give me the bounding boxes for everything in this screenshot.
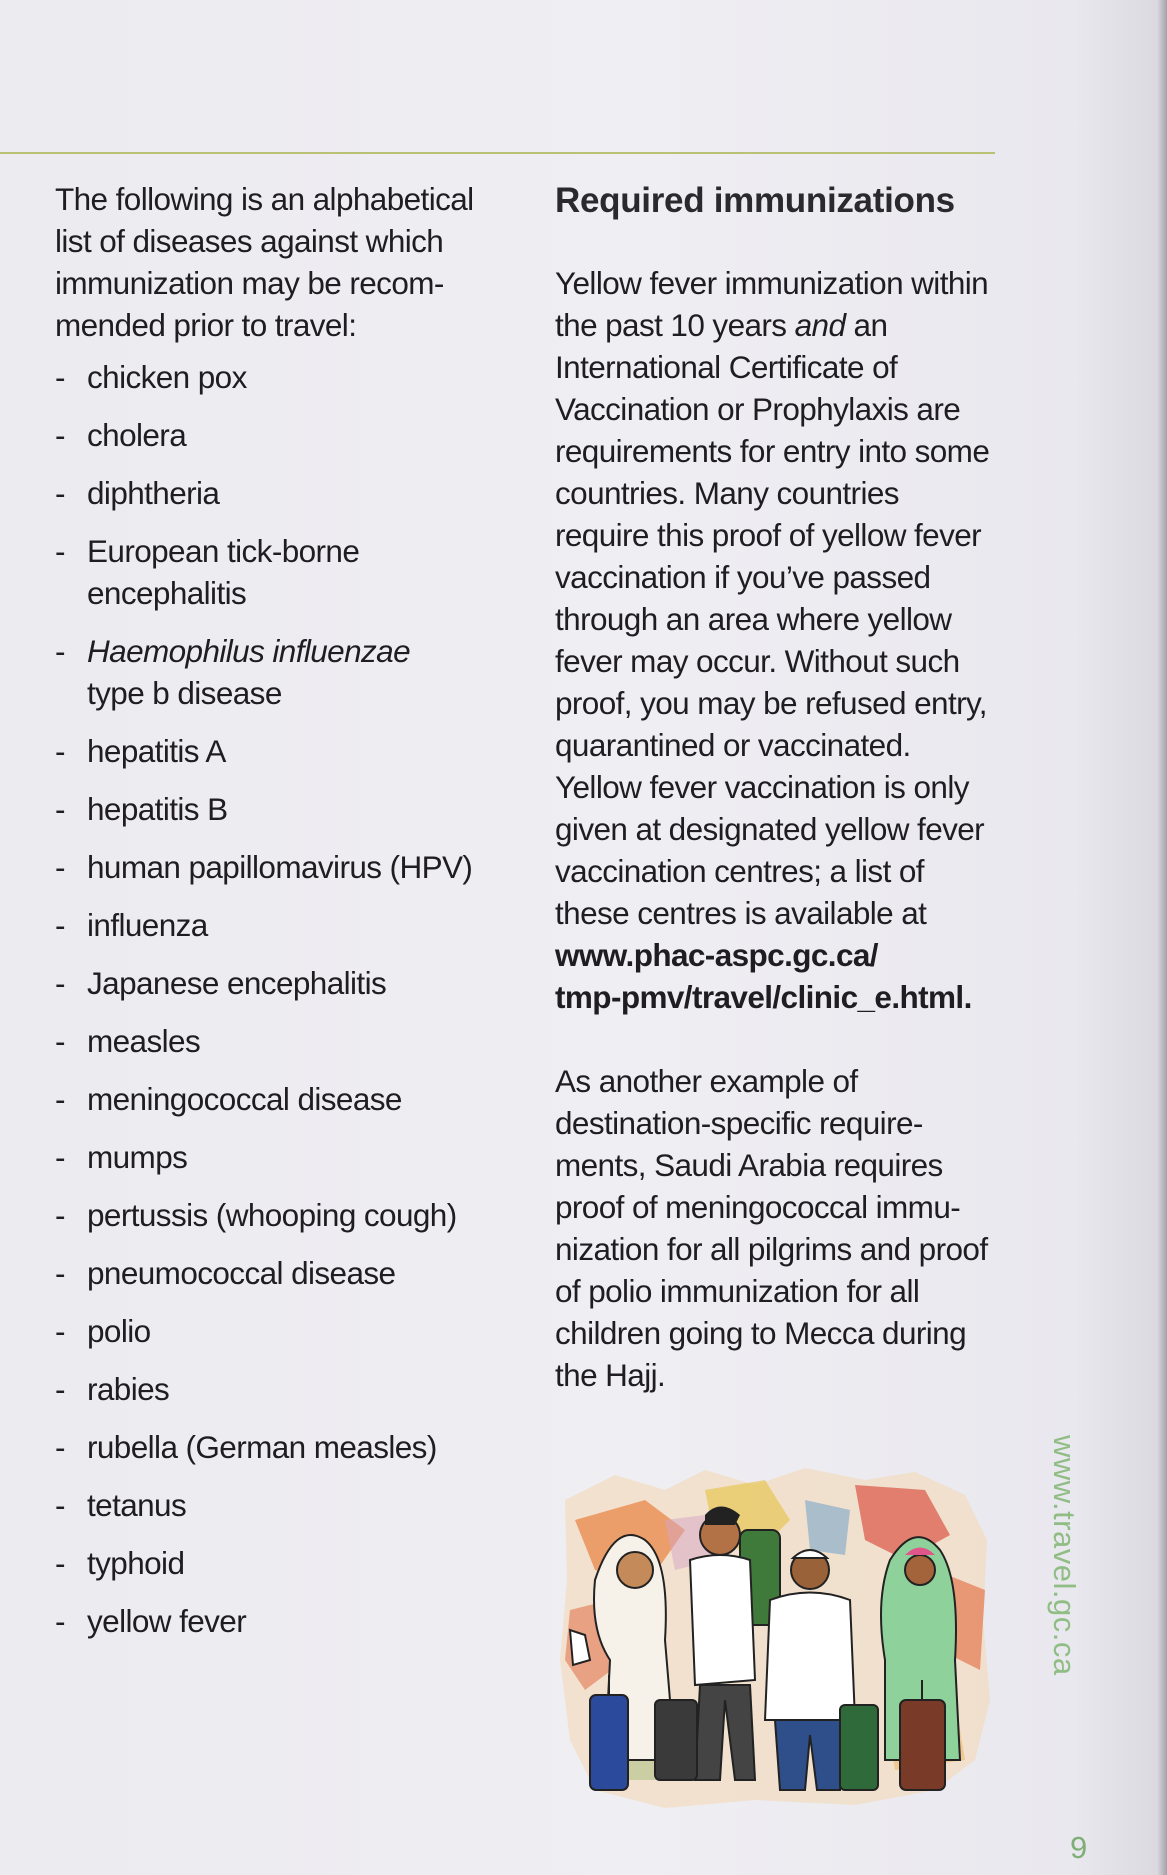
list-dash: - bbox=[55, 965, 65, 1001]
disease-list-item bbox=[55, 472, 505, 514]
disease-name: European tick-borne encephalitis bbox=[87, 533, 360, 611]
disease-name: tetanus bbox=[87, 1487, 187, 1523]
disease-list-item bbox=[55, 904, 505, 946]
disease-name bbox=[87, 630, 505, 714]
disease-name: rubella (German measles) bbox=[87, 1429, 437, 1465]
disease-list-item bbox=[55, 1194, 505, 1236]
disease-name: chicken pox bbox=[87, 359, 247, 395]
section-heading: Required immunizations bbox=[555, 181, 955, 220]
disease-list-item bbox=[55, 630, 505, 714]
pilgrims-illustration bbox=[555, 1460, 995, 1815]
disease-name: diphtheria bbox=[87, 475, 220, 511]
para1-emphasis: and bbox=[794, 307, 846, 343]
disease-name-italic: Haemophilus influenzae bbox=[87, 633, 411, 669]
disease-list-item bbox=[55, 414, 505, 456]
left-column bbox=[55, 178, 505, 1658]
disease-name: hepatitis B bbox=[87, 791, 228, 827]
disease-list-item bbox=[55, 1310, 505, 1352]
disease-name: influenza bbox=[87, 907, 208, 943]
disease-list bbox=[55, 356, 505, 1642]
disease-name: Japanese encephalitis bbox=[87, 965, 387, 1001]
disease-list-item bbox=[55, 530, 505, 614]
list-dash: - bbox=[55, 533, 65, 569]
saudi-arabia-paragraph: As another example of destination-specific require-ments, Saudi Arabia requires proof of meningococcal immu-nization for all pilgrims and proof of polio immunization for all children going to Mecca during the Hajj. bbox=[555, 1063, 988, 1393]
disease-name: mumps bbox=[87, 1139, 188, 1175]
list-dash: - bbox=[55, 1255, 65, 1291]
disease-list-item bbox=[55, 962, 505, 1004]
disease-name: cholera bbox=[87, 417, 187, 453]
disease-name: pneumococcal disease bbox=[87, 1255, 396, 1291]
disease-list-item bbox=[55, 730, 505, 772]
disease-name: polio bbox=[87, 1313, 151, 1349]
disease-name: measles bbox=[87, 1023, 201, 1059]
list-dash: - bbox=[55, 1081, 65, 1117]
disease-list-item bbox=[55, 1484, 505, 1526]
list-dash: - bbox=[55, 1429, 65, 1465]
disease-name: meningococcal disease bbox=[87, 1081, 402, 1117]
list-dash: - bbox=[55, 733, 65, 769]
disease-name: typhoid bbox=[87, 1545, 185, 1581]
disease-list-item bbox=[55, 846, 505, 888]
disease-list-item bbox=[55, 1426, 505, 1468]
list-dash: - bbox=[55, 633, 65, 669]
list-dash: - bbox=[55, 1197, 65, 1233]
yellow-fever-paragraph bbox=[555, 262, 1000, 1018]
right-column bbox=[555, 178, 1000, 1438]
list-dash: - bbox=[55, 791, 65, 827]
disease-name: pertussis (whooping cough) bbox=[87, 1197, 457, 1233]
intro-paragraph: The following is an alphabetical list of diseases against which immunization may be recom-mended prior to travel: bbox=[55, 181, 474, 343]
list-dash: - bbox=[55, 1545, 65, 1581]
list-dash: - bbox=[55, 1603, 65, 1639]
disease-name: yellow fever bbox=[87, 1603, 247, 1639]
list-dash: - bbox=[55, 1371, 65, 1407]
disease-name: hepatitis A bbox=[87, 733, 226, 769]
para1-text-b: an International Certificate of Vaccination or Prophylaxis are requirements for entry into some countries. Many countries require this proof of yellow fever vaccination if you’ve passed through an area where yellow fever may occur. Without such proof, you may be refused entry, quarantined or vaccinated. Yellow fever vaccination is only given at designated yellow fever vaccination centres; a list of these centres is available at bbox=[555, 307, 990, 931]
page-number: 9 bbox=[1070, 1830, 1088, 1865]
disease-list-item bbox=[55, 1600, 505, 1642]
disease-list-item bbox=[55, 1368, 505, 1410]
disease-list-item bbox=[55, 356, 505, 398]
list-dash: - bbox=[55, 417, 65, 453]
disease-list-item bbox=[55, 1136, 505, 1178]
disease-list-item bbox=[55, 1020, 505, 1062]
list-dash: - bbox=[55, 475, 65, 511]
disease-name: rabies bbox=[87, 1371, 170, 1407]
disease-list-item bbox=[55, 1078, 505, 1120]
disease-list-item bbox=[55, 1252, 505, 1294]
disease-list-item bbox=[55, 788, 505, 830]
list-dash: - bbox=[55, 359, 65, 395]
list-dash: - bbox=[55, 1139, 65, 1175]
list-dash: - bbox=[55, 1487, 65, 1523]
top-rule bbox=[0, 152, 995, 154]
disease-name-rest: type b disease bbox=[87, 675, 282, 711]
disease-list-item bbox=[55, 1542, 505, 1584]
sidebar-url-text[interactable]: www.travel.gc.ca bbox=[1047, 1435, 1082, 1676]
clinic-url-line-1[interactable]: www.phac-aspc.gc.ca/ bbox=[555, 937, 878, 973]
clinic-url-line-2[interactable]: tmp-pmv/travel/clinic_e.html. bbox=[555, 979, 972, 1015]
list-dash: - bbox=[55, 907, 65, 943]
page-edge-shadow bbox=[1157, 0, 1167, 1875]
disease-name: human papillomavirus (HPV) bbox=[87, 849, 473, 885]
list-dash: - bbox=[55, 849, 65, 885]
list-dash: - bbox=[55, 1023, 65, 1059]
list-dash: - bbox=[55, 1313, 65, 1349]
para1-text-a: Yellow fever immunization within the past 10 years bbox=[555, 265, 989, 343]
